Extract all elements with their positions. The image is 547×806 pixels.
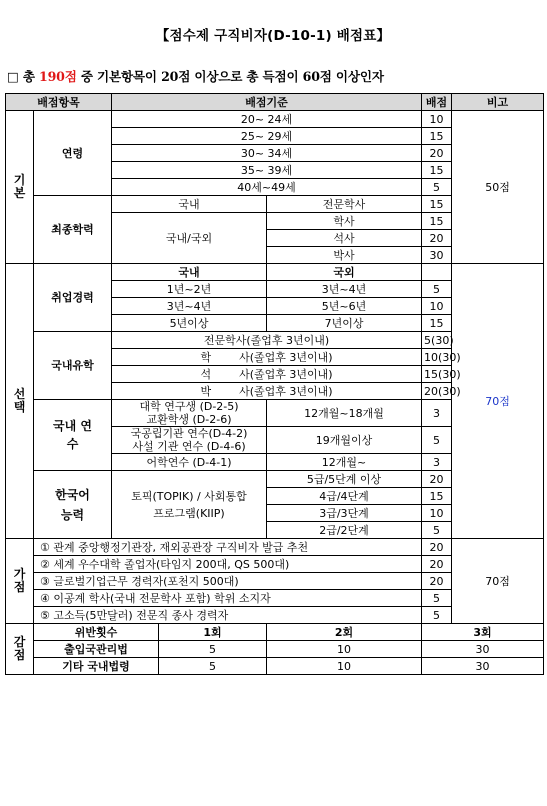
korean-score: 20 xyxy=(422,471,452,488)
career-foreign: 3년~4년 xyxy=(267,281,422,298)
age-range: 25~ 29세 xyxy=(112,128,422,145)
header-item: 배점항목 xyxy=(6,94,112,111)
korean-desc: 토픽(TOPIK) / 사회통합 프로그램(KIIP) xyxy=(112,471,267,539)
career-label: 취업경력 xyxy=(34,264,112,332)
education-score: 15 xyxy=(422,213,452,230)
bonus-score: 5 xyxy=(422,607,452,624)
subtitle-basic-min: 20 xyxy=(161,69,179,84)
korean-level: 2급/2단계 xyxy=(267,522,422,539)
bonus-item: ⑤ 고소득(5만달러) 전문직 종사 경력자 xyxy=(34,607,422,624)
korean-score: 5 xyxy=(422,522,452,539)
study-score: 15(30) xyxy=(422,366,452,383)
bonus-item: ③ 글로벌기업근무 경력자(포천지 500대) xyxy=(34,573,422,590)
education-degree: 박사 xyxy=(267,247,422,264)
education-score: 15 xyxy=(422,196,452,213)
training-group2-score: 5 xyxy=(422,427,452,454)
bonus-score: 20 xyxy=(422,539,452,556)
age-label: 연령 xyxy=(34,111,112,196)
bonus-item: ④ 이공계 학사(국내 전문학사 포함) 학위 소지자 xyxy=(34,590,422,607)
career-foreign: 5년~6년 xyxy=(267,298,422,315)
penalty-2: 10 xyxy=(267,641,422,658)
training-language-period: 12개월~ xyxy=(267,454,422,471)
category-basic: 기 본 xyxy=(6,111,34,264)
career-score: 15 xyxy=(422,315,452,332)
age-score: 15 xyxy=(422,128,452,145)
penalty-header-label: 위반횟수 xyxy=(34,624,159,641)
col-foreign: 국외 xyxy=(267,264,422,281)
study-score: 10(30) xyxy=(422,349,452,366)
training-group1: 대학 연구생 (D-2-5) 교환학생 (D-2-6) xyxy=(112,400,267,427)
penalty-header-1: 1회 xyxy=(159,624,267,641)
subtitle-middle-2: 점 이상으로 총 득점이 xyxy=(178,69,303,84)
training-group2-period: 19개월이상 xyxy=(267,427,422,454)
penalty-header-3: 3회 xyxy=(422,624,544,641)
subtitle-total-min: 60 xyxy=(302,69,320,84)
korean-level: 5급/5단계 이상 xyxy=(267,471,422,488)
penalty-1: 5 xyxy=(159,641,267,658)
age-score: 5 xyxy=(422,179,452,196)
education-domestic: 국내 xyxy=(112,196,267,213)
subtitle-total-score: 190점 xyxy=(39,69,77,84)
education-score: 20 xyxy=(422,230,452,247)
penalty-header-2: 2회 xyxy=(267,624,422,641)
study-score: 20(30) xyxy=(422,383,452,400)
training-language: 어학연수 (D-4-1) xyxy=(112,454,267,471)
subtitle-prefix: □ 총 xyxy=(7,69,40,84)
category-bonus: 가 점 xyxy=(6,539,34,624)
career-domestic: 5년이상 xyxy=(112,315,267,332)
penalty-2: 10 xyxy=(267,658,422,675)
selective-note: 70점 xyxy=(452,264,544,539)
training-group1-period: 12개월~18개월 xyxy=(267,400,422,427)
bonus-note: 70점 xyxy=(452,539,544,624)
subtitle-suffix: 점 이상인자 xyxy=(319,69,384,84)
bonus-item: ① 관계 중앙행정기관장, 재외공관장 구직비자 발급 추천 xyxy=(34,539,422,556)
penalty-3: 30 xyxy=(422,641,544,658)
career-domestic: 1년~2년 xyxy=(112,281,267,298)
study-degree: 학 사(졸업후 3년이내) xyxy=(112,349,422,366)
category-penalty: 감 점 xyxy=(6,624,34,675)
study-degree: 전문학사(졸업후 3년이내) xyxy=(112,332,422,349)
career-score-blank xyxy=(422,264,452,281)
training-group1-score: 3 xyxy=(422,400,452,427)
penalty-law: 출입국관리법 xyxy=(34,641,159,658)
requirement-subtitle xyxy=(7,66,547,85)
age-range: 35~ 39세 xyxy=(112,162,422,179)
korean-level: 4급/4단계 xyxy=(267,488,422,505)
bonus-score: 5 xyxy=(422,590,452,607)
basic-note: 50점 xyxy=(452,111,544,264)
education-domestic-foreign: 국내/국외 xyxy=(112,213,267,264)
education-degree: 전문학사 xyxy=(267,196,422,213)
header-score: 배점 xyxy=(422,94,452,111)
education-degree: 학사 xyxy=(267,213,422,230)
age-range: 30~ 34세 xyxy=(112,145,422,162)
training-group2: 국공립기관 연수(D-4-2) 사설 기관 연수 (D-4-6) xyxy=(112,427,267,454)
career-domestic: 3년~4년 xyxy=(112,298,267,315)
career-score: 10 xyxy=(422,298,452,315)
korean-score: 15 xyxy=(422,488,452,505)
training-label: 국내 연 수 xyxy=(34,400,112,471)
header-criteria: 배점기준 xyxy=(112,94,422,111)
career-foreign: 7년이상 xyxy=(267,315,422,332)
header-row xyxy=(6,94,544,111)
age-score: 10 xyxy=(422,111,452,128)
study-score: 5(30) xyxy=(422,332,452,349)
korean-label: 한국어 능력 xyxy=(34,471,112,539)
age-score: 15 xyxy=(422,162,452,179)
study-degree: 박 사(졸업후 3년이내) xyxy=(112,383,422,400)
age-range: 40세~49세 xyxy=(112,179,422,196)
bonus-score: 20 xyxy=(422,556,452,573)
age-score: 20 xyxy=(422,145,452,162)
col-domestic: 국내 xyxy=(112,264,267,281)
page-title: 【점수제 구직비자(D-10-1) 배점표】 xyxy=(155,28,391,44)
bonus-score: 20 xyxy=(422,573,452,590)
header-note: 비고 xyxy=(452,94,544,111)
penalty-1: 5 xyxy=(159,658,267,675)
korean-score: 10 xyxy=(422,505,452,522)
subtitle-middle: 중 기본항목이 xyxy=(76,69,162,84)
study-label: 국내유학 xyxy=(34,332,112,400)
education-score: 30 xyxy=(422,247,452,264)
bonus-item: ② 세계 우수대학 졸업자(타임지 200대, QS 500대) xyxy=(34,556,422,573)
penalty-3: 30 xyxy=(422,658,544,675)
penalty-law: 기타 국내법령 xyxy=(34,658,159,675)
category-selective: 선 택 xyxy=(6,264,34,539)
korean-level: 3급/3단계 xyxy=(267,505,422,522)
age-range: 20~ 24세 xyxy=(112,111,422,128)
score-table xyxy=(5,93,544,675)
study-degree: 석 사(졸업후 3년이내) xyxy=(112,366,422,383)
career-score: 5 xyxy=(422,281,452,298)
education-degree: 석사 xyxy=(267,230,422,247)
training-language-score: 3 xyxy=(422,454,452,471)
education-label: 최종학력 xyxy=(34,196,112,264)
